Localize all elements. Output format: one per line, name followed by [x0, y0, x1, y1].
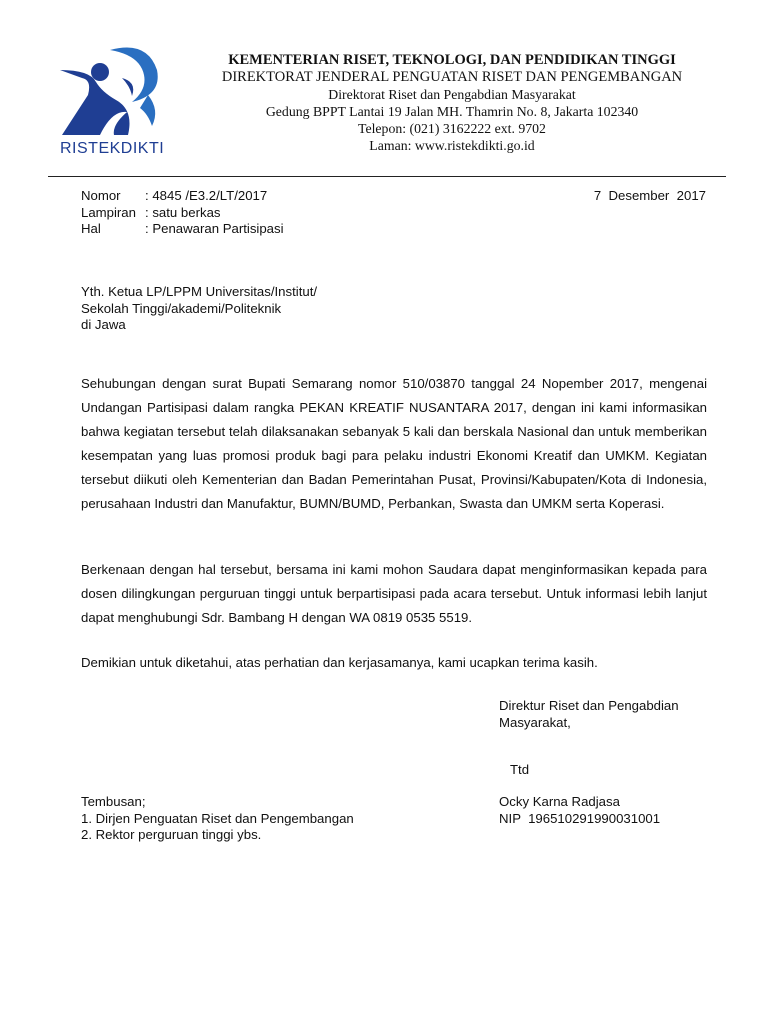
letter-date: 7 Desember 2017 [593, 188, 706, 203]
recipient-line: Sekolah Tinggi/akademi/Politeknik [81, 300, 282, 316]
letterhead-divider [48, 176, 726, 177]
body-paragraph-2: Berkenaan dengan hal tersebut, bersama ini kami mohon Saudara dapat menginformasikan kepada para dosen dilingkungan perguruan tinggi untuk berpartisipasi pada acara tersebut. Untuk informasi lebih lanjut dapat menghubungi Sdr. Bambang H dengan WA 0819 0535 5519. [81, 562, 707, 625]
recipient-block [81, 284, 317, 334]
logo-emblem-icon [52, 40, 167, 140]
signatory-title: Direktur Riset dan Pengabdian Masyarakat, [499, 698, 679, 730]
signatory-nip: NIP 196510291990031001 [499, 810, 661, 826]
body-paragraph-3: Demikian untuk diketahui, atas perhatian dan kerjasamanya, kami ucapkan terima kasih. [81, 655, 598, 670]
cc-item: 2. Rektor perguruan tinggi ybs. [81, 827, 262, 842]
directorate: Direktorat Riset dan Pengabdian Masyarakat [328, 87, 576, 102]
cc-heading: Tembusan; [81, 794, 146, 809]
meta-number: Nomor : 4845 /E3.2/LT/2017 [81, 188, 268, 203]
signatory [499, 794, 660, 827]
signatory-name: Ocky Karna Radjasa [499, 794, 620, 809]
body-paragraph-1: Sehubungan dengan surat Bupati Semarang nomor 510/03870 tanggal 24 Nopember 2017, mengenai Undangan Partisipasi dalam rangka PEKAN KREATIF NUSANTARA 2017, dengan ini kami informasikan bahwa kegiatan tersebut telah dilaksanakan sebanyak 5 kali dan berskala Nasional dan untuk memberikan kesempatan yang luas promosi produk bagi para pelaku industri Ekonomi Kreatif dan UMKM. Kegiatan tersebut diikuti oleh Kementerian dan Badan Pemerintahan Pusat, Provinsi/Kabupaten/Kota di Indonesia, perusahaan Industri dan Manufaktur, BUMN/BUMD, Perbankan, Swasta dan UMKM serta Koperasi. [81, 376, 707, 511]
logo-wordmark: RISTEKDIKTI [60, 140, 165, 157]
office-phone: Telepon: (021) 3162222 ext. 9702 [358, 121, 546, 136]
signature-mark: Ttd [510, 762, 530, 777]
ministry-name: KEMENTERIAN RISET, TEKNOLOGI, DAN PENDIDIKAN TINGGI [228, 52, 676, 68]
office-address: Gedung BPPT Lantai 19 Jalan MH. Thamrin No. 8, Jakarta 102340 [265, 104, 639, 119]
cc-item: 1. Dirjen Penguatan Riset dan Pengembangan [81, 810, 354, 826]
recipient-line: Yth. Ketua LP/LPPM Universitas/Institut/ [81, 284, 318, 299]
recipient-line: di Jawa [81, 317, 126, 332]
directorate-general: DIREKTORAT JENDERAL PENGUATAN RISET DAN PENGEMBANGAN [221, 69, 683, 85]
meta-subject: Hal : Penawaran Partisipasi [81, 221, 284, 236]
cc-block [81, 794, 354, 844]
office-website: Laman: www.ristekdikti.go.id [369, 138, 535, 153]
letter-meta [81, 188, 284, 238]
letterhead [180, 52, 724, 154]
meta-attachment: Lampiran : satu berkas [81, 204, 221, 220]
